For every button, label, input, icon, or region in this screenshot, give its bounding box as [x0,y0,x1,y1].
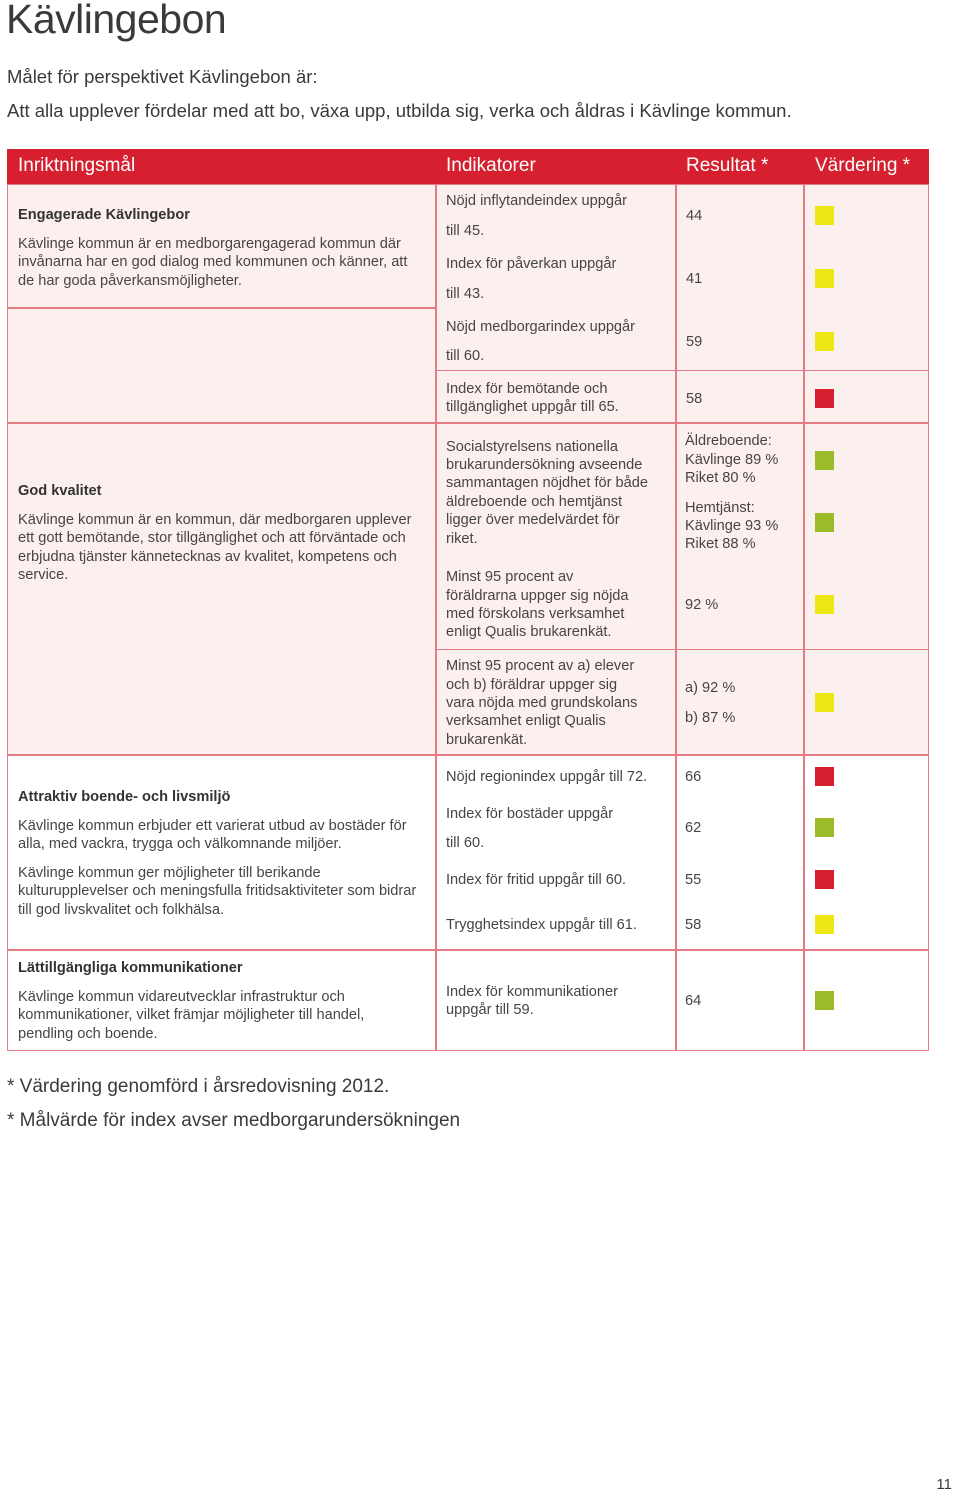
indicator-text: Nöjd medborgarindex uppgår [446,319,636,335]
header-rating: Värdering * [815,155,911,176]
indicator-text: till 45. [446,223,485,239]
indicator-text: riket. [446,531,478,547]
page-number: 11 [936,1476,952,1493]
table-header [7,149,929,184]
header-result: Resultat * [686,155,769,176]
result-value: Kävlinge 89 % [685,452,779,468]
header-indicators: Indikatorer [446,155,536,176]
indicator-text: Socialstyrelsens nationella [446,439,618,455]
indicator-text: brukarundersökning avseende [446,457,643,473]
result-value: Kävlinge 93 % [685,518,779,534]
indicator-text: till 60. [446,348,485,364]
goal-title: Attraktiv boende- och livsmiljö [18,789,231,805]
result-value: 55 [685,872,702,888]
indicator-text: brukarenkät. [446,732,528,748]
indicator-text: Index för fritid uppgår till 60. [446,872,627,888]
indicator-text: uppgår till 59. [446,1002,534,1018]
row-divider [436,649,929,650]
result-value: 64 [685,993,702,1009]
goal-cell [7,423,436,755]
rating-green-icon [815,991,834,1010]
indicator-text: Index för bostäder uppgår [446,806,614,822]
rating-yellow-icon [815,915,834,934]
header-goals: Inriktningsmål [18,155,136,176]
rating-yellow-icon [815,332,834,351]
indicator-text: ligger över medelvärdet för [446,512,620,528]
result-value: 62 [685,820,702,836]
rating-yellow-icon [815,206,834,225]
rating-red-icon [815,389,834,408]
result-value: 92 % [685,597,719,613]
result-value: 41 [686,271,703,287]
rating-red-icon [815,767,834,786]
goal-title: God kvalitet [18,483,102,499]
indicator-text: tillgänglighet uppgår till 65. [446,399,619,415]
result-value: 58 [685,917,702,933]
intro-line-2: Att alla upplever fördelar med att bo, växa upp, utbilda sig, verka och åldras i Kävlinge kommun. [7,100,792,121]
row-divider [436,370,929,371]
indicator-text: Minst 95 procent av a) elever [446,658,635,674]
page-title: Kävlingebon [6,0,227,42]
indicator-text: Minst 95 procent av [446,569,574,585]
rating-red-icon [815,870,834,889]
result-value: 66 [685,769,702,785]
result-value: Riket 88 % [685,536,756,552]
indicator-text: Index för bemötande och [446,381,608,397]
goal-body: Kävlinge kommun ger möjligheter till berikande kulturupplevelser och meningsfulla fritidsaktiviteter som bidrar till god livskvalitet och folkhälsa. [18,865,417,918]
indicator-text: vara nöjda med grundskolans [446,695,638,711]
result-value: 59 [686,334,703,350]
indicator-text: och b) föräldrar uppger sig [446,677,618,693]
indicator-text: Nöjd regionindex uppgår till 72. [446,769,648,785]
result-value: a) 92 % [685,680,736,696]
goal-title: Lättillgängliga kommunikationer [18,960,243,976]
rating-yellow-icon [815,269,834,288]
rating-yellow-icon [815,693,834,712]
indicator-text: Trygghetsindex uppgår till 61. [446,917,637,933]
footnote: * Värdering genomförd i årsredovisning 2012. [7,1076,390,1097]
goal-body: Kävlinge kommun är en kommun, där medborgaren upplever ett gott bemötande, stor tillgänglighet och att förväntade och erbjudna tjänster kännetecknas av kvalitet, kompetens och service. [18,512,412,583]
indicator-text: äldreboende och hemtjänst [446,494,623,510]
result-value: b) 87 % [685,710,736,726]
indicator-text: sammantagen nöjdhet för både [446,475,649,491]
goal-title: Engagerade Kävlingebor [18,207,190,223]
rating-green-icon [815,818,834,837]
rating-green-icon [815,451,834,470]
goal-body: Kävlinge kommun vidareutvecklar infrastruktur och kommunikationer, vilket främjar möjligheter till handel, pendling och boende. [18,989,365,1042]
indicator-text: Index för påverkan uppgår [446,256,617,272]
result-value: Hemtjänst: [685,500,755,516]
indicator-text: till 60. [446,835,485,851]
result-value: 44 [686,208,703,224]
indicator-text: Nöjd inflytandeindex uppgår [446,193,627,209]
goal-body: Kävlinge kommun erbjuder ett varierat utbud av bostäder för alla, med vackra, trygga och välkomnande miljöer. [18,818,407,853]
goal-body: Kävlinge kommun är en medborgarengagerad kommun där invånarna har en god dialog med kommunen och känner, att de har goda påverkansmöjligheter. [18,236,408,289]
indicator-text: enligt Qualis brukarenkät. [446,624,612,640]
rating-green-icon [815,513,834,532]
indicator-text: verksamhet enligt Qualis [446,713,606,729]
indicator-text: med förskolans verksamhet [446,606,625,622]
rating-yellow-icon [815,595,834,614]
indicator-text: Index för kommunikationer [446,984,618,1000]
footnote: * Målvärde för index avser medborgarundersökningen [7,1110,461,1131]
result-value: Riket 80 % [685,470,756,486]
intro-line-1: Målet för perspektivet Kävlingebon är: [7,66,318,87]
indicator-text: till 43. [446,286,485,302]
indicator-text: föräldrarna uppger sig nöjda [446,588,629,604]
result-value: 58 [686,391,703,407]
result-value: Äldreboende: [685,433,772,449]
goal-cell-empty [7,308,436,423]
